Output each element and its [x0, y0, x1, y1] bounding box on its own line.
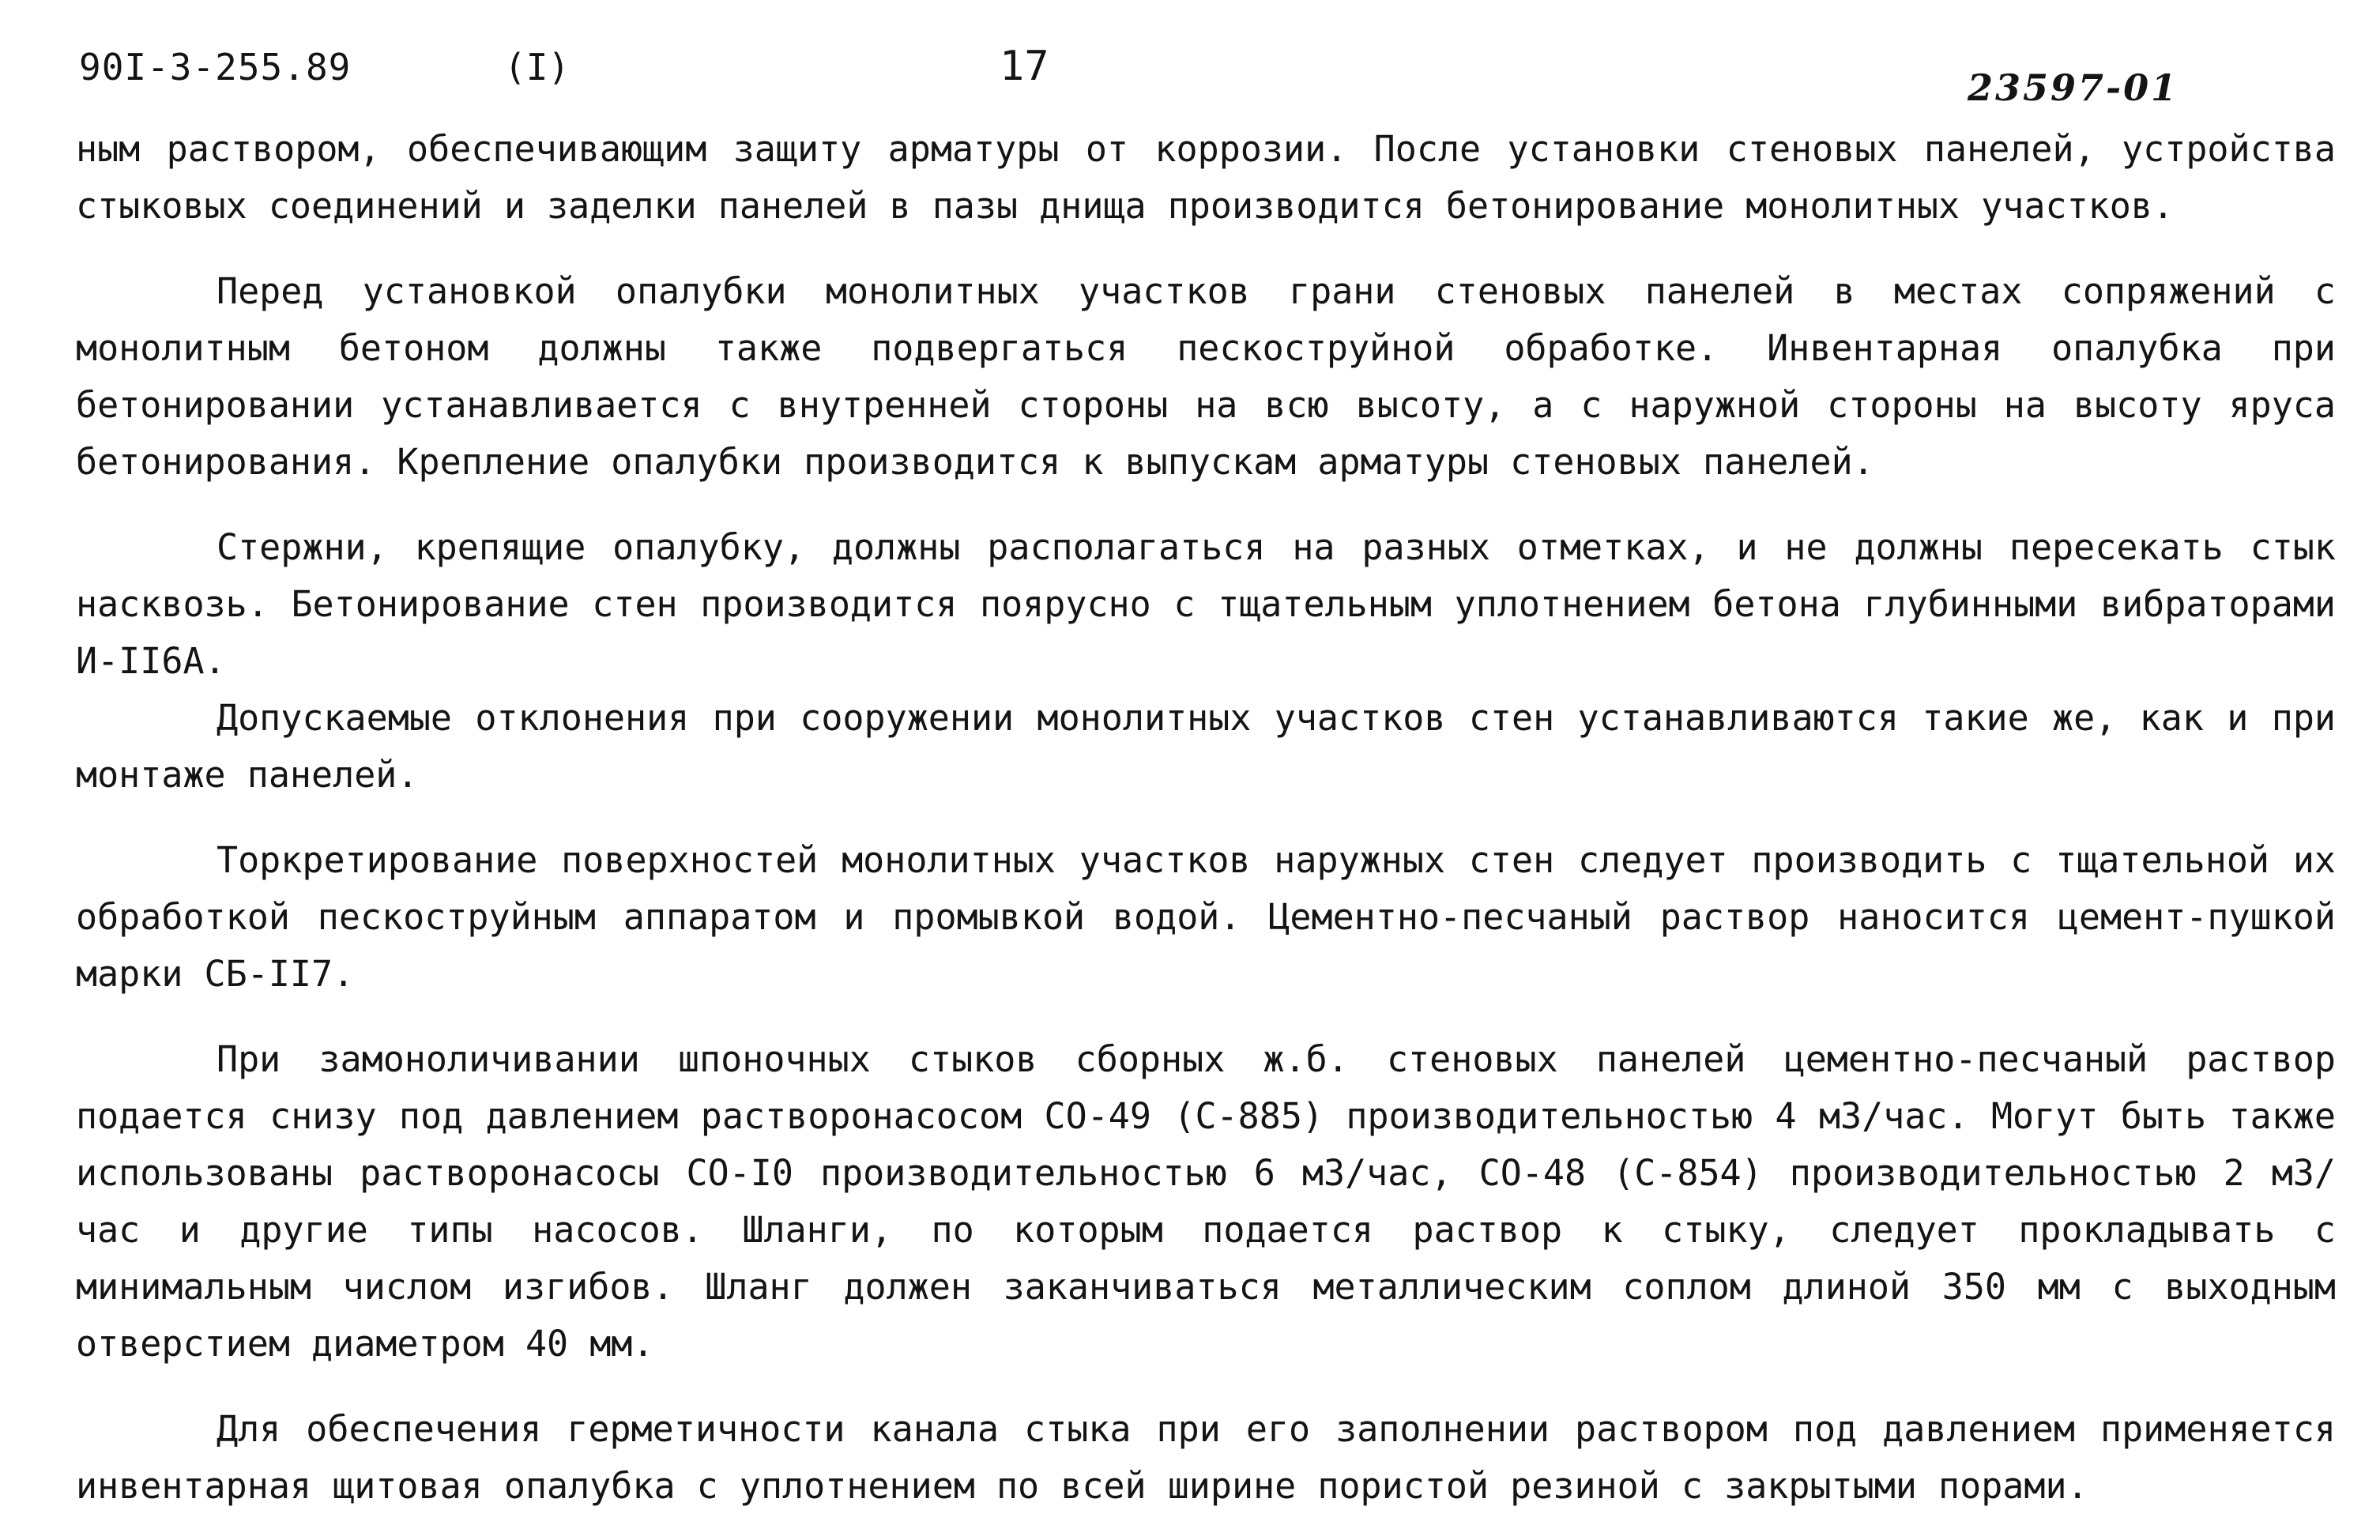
document-part: (I)	[504, 46, 571, 88]
archive-number-handwritten: 23597-01	[1968, 66, 2179, 109]
paragraph-tolerances: Допускаемые отклонения при сооружении монолитных участков стен устанавливаются такие же, как и при монтаже панелей.	[76, 697, 2336, 796]
page-number: 17	[1000, 43, 1049, 90]
paragraph-rods: Стержни, крепящие опалубку, должны располагаться на разных отметках, и не должны пересекать стык насквозь. Бетонирование стен производится поярусно с тщательным уплотнением бетона глубинными вибраторами И-II6А.	[76, 526, 2336, 682]
body-text	[76, 121, 2336, 1515]
paragraph-sealing: Для обеспечения герметичности канала стыка при его заполнении раствором под давлением применяется инвентарная щитовая опалубка с уплотнением по всей ширине пористой резиной с закрытыми порами.	[76, 1408, 2336, 1507]
document-code: 90I-3-255.89	[79, 46, 352, 88]
paragraph-formwork: Перед установкой опалубки монолитных участков грани стеновых панелей в местах сопряжений с монолитным бетоном должны также подвергаться пескоструйной обработке. Инвентарная опалубка при бетонировании устанавливается с внутренней стороны на всю высоту, а с наружной стороны на высоту яруса бетонирования. Крепление опалубки производится к выпускам арматуры стеновых панелей.	[76, 270, 2336, 483]
paragraph-grouting: При замоноличивании шпоночных стыков сборных ж.б. стеновых панелей цементно-песчаный раствор подается снизу под давлением растворонасосом СО-49 (С-885) производительностью 4 м3/час. Могут быть также использованы растворонасосы СО-I0 производительностью 6 м3/час, СО-48 (С-854) производительностью 2 м3/час и другие типы насосов. Шланги, по которым подается раствор к стыку, следует прокладывать с минимальным числом изгибов. Шланг должен заканчиваться металлическим соплом длиной 350 мм с выходным отверстием диаметром 40 мм.	[76, 1038, 2336, 1365]
paragraph-continuation: ным раствором, обеспечивающим защиту арматуры от коррозии. После установки стеновых панелей, устройства стыковых соединений и заделки панелей в пазы днища производится бетонирование монолитных участков.	[76, 128, 2336, 227]
paragraph-shotcrete: Торкретирование поверхностей монолитных участков наружных стен следует производить с тщательной их обработкой пескоструйным аппаратом и промывкой водой. Цементно-песчаный раствор наносится цемент-пушкой марки СБ-II7.	[76, 839, 2336, 995]
